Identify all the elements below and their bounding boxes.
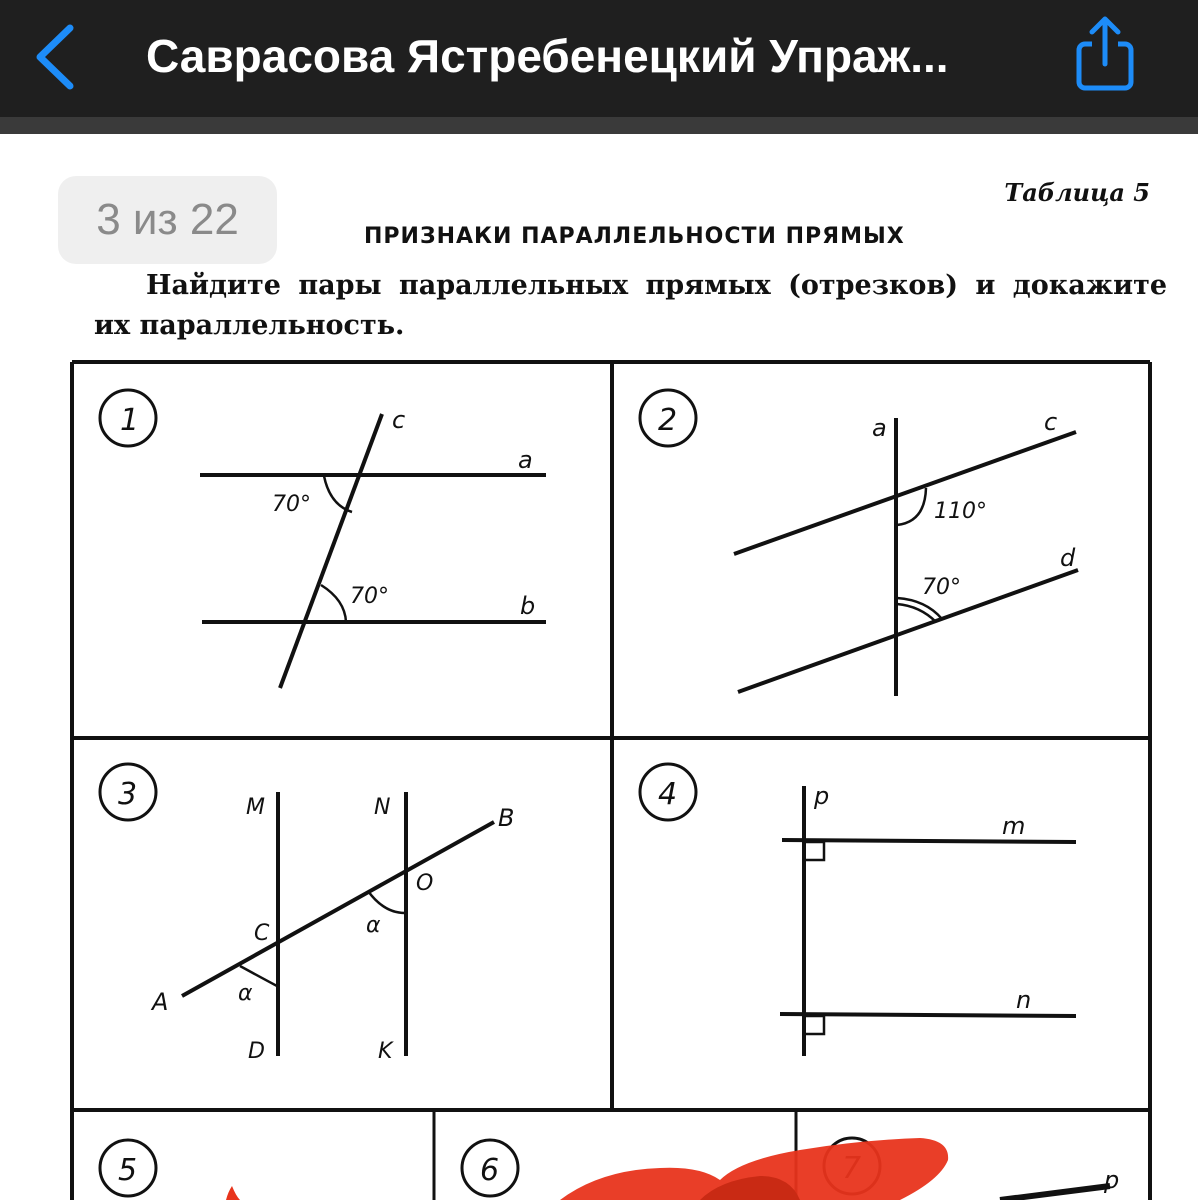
figure-3-number: 3 [118,777,138,812]
figure-1-angle-top: 70° [272,492,311,517]
figure-2-label-c: c [1044,408,1058,436]
instruction-line-2: их параллельность. [94,310,405,341]
figure-4-label-p: p [814,782,830,810]
figure-1-label-a: a [518,446,533,474]
figure-7-label-p: p [1104,1166,1120,1194]
figure-6-number: 6 [480,1153,500,1188]
figure-3-label-k: K [378,1039,393,1064]
figure-1-label-c: c [392,406,406,434]
table-label: Таблица 5 [1004,178,1150,207]
figure-3-label-n: N [374,795,391,820]
figure-3-label-a: A [152,988,169,1016]
figure-2-label-d: d [1060,544,1076,572]
figure-2-angle-bottom: 70° [922,575,961,600]
figure-1 [100,390,546,688]
page-title: ПРИЗНАКИ ПАРАЛЛЕЛЬНОСТИ ПРЯМЫХ [364,224,905,249]
figure-4-label-n: n [1016,986,1032,1014]
figure-2-number: 2 [658,403,678,438]
table-grid [72,362,1150,1200]
figure-2-angle-top: 110° [934,499,987,524]
figure-5-number: 5 [118,1153,138,1188]
figure-1-number: 1 [120,403,140,438]
figure-1-angle-bottom: 70° [350,584,389,609]
figure-3-label-d: D [248,1039,265,1064]
figure-3-label-m: M [246,795,265,820]
figure-3-label-o: O [416,871,434,896]
figure-3-angle-top: α [366,913,381,938]
figure-4-number: 4 [658,777,678,812]
figure-1-label-b: b [520,592,536,620]
red-scribble-annotation [226,1138,948,1200]
figure-3-angle-bottom: α [238,981,253,1006]
figure-2 [640,390,1078,696]
figure-2-label-a: a [872,414,887,442]
figure-3-label-b: B [498,804,515,832]
figure-4 [640,764,1076,1056]
figure-3-label-c: C [254,921,270,946]
figure-4-label-m: m [1002,812,1026,840]
document-title: Саврасова Ястребенецкий Упраж... [146,30,949,82]
instruction-line-1: Найдите пары параллельных прямых (отрезков) и докажите [146,270,1168,301]
page-counter-badge: 3 из 22 [58,176,277,264]
